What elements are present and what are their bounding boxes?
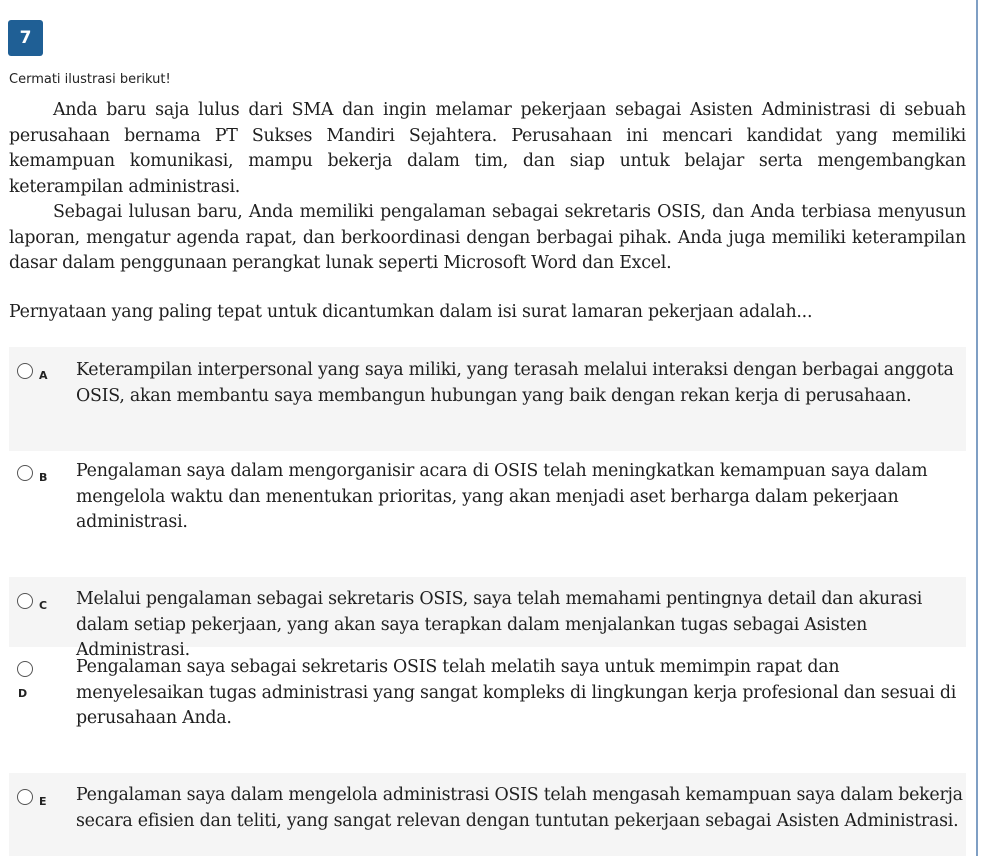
question-prompt: Pernyataan yang paling tepat untuk dicantumkan dalam isi surat lamaran pekerjaan adalah... [9,302,813,322]
right-border-line [976,0,978,856]
option-b[interactable] [9,451,966,577]
option-d-letter: D [18,687,28,700]
option-c-text: Melalui pengalaman sebagai sekretaris OSIS, saya telah memahami pentingnya detail dan akurasi dalam setiap pekerjaan, yang akan saya terapkan dalam menjalankan tugas sebagai Asisten Administrasi. [76,589,923,660]
question-number-badge: 7 [8,20,43,56]
option-b-radio[interactable] [17,465,33,481]
option-d-text: Pengalaman saya sebagai sekretaris OSIS telah melatih saya untuk memimpin rapat dan menyelesaikan tugas administrasi yang sangat kompleks di lingkungan kerja profesional dan sesuai di perusahaan Anda. [76,657,957,728]
stimulus-paragraph-1: Anda baru saja lulus dari SMA dan ingin melamar pekerjaan sebagai Asisten Administrasi di sebuah perusahaan bernama PT Sukses Mandiri Sejahtera. Perusahaan ini mencari kandidat yang memiliki kemampuan komunikasi, mampu bekerja dalam tim, dan siap untuk belajar serta mengembangkan keterampilan administrasi. [9,100,966,197]
option-e-radio[interactable] [17,789,33,805]
option-c[interactable] [9,577,966,660]
option-e-letter: E [39,795,47,808]
option-b-text: Pengalaman saya dalam mengorganisir acara di OSIS telah meningkatkan kemampuan saya dalam mengelola waktu dan menentukan prioritas, yang akan menjadi aset berharga dalam pekerjaan administrasi. [76,461,928,532]
stimulus-paragraph-2: Sebagai lulusan baru, Anda memiliki pengalaman sebagai sekretaris OSIS, dan Anda terbiasa menyusun laporan, mengatur agenda rapat, dan berkoordinasi dengan berbagai pihak. Anda juga memiliki keterampilan dasar dalam penggunaan perangkat lunak seperti Microsoft Word dan Excel. [9,202,966,273]
option-d[interactable] [9,647,966,773]
option-c-radio[interactable] [17,593,33,609]
option-e-text: Pengalaman saya dalam mengelola administrasi OSIS telah mengasah kemampuan saya dalam bekerja secara efisien dan teliti, yang sangat relevan dengan tuntutan pekerjaan sebagai Asisten Administrasi. [76,785,963,831]
option-c-letter: C [39,599,48,612]
option-a-letter: A [39,369,48,382]
option-d-radio[interactable] [17,661,33,677]
option-a-text: Keterampilan interpersonal yang saya miliki, yang terasah melalui interaksi dengan berbagai anggota OSIS, akan membantu saya membangun hubungan yang baik dengan rekan kerja di perusahaan. [76,360,954,406]
option-a-radio[interactable] [17,363,33,379]
option-a[interactable] [9,347,966,451]
stimulus-passage [9,98,966,277]
question-instruction: Cermati ilustrasi berikut! [9,72,171,87]
option-b-letter: B [39,471,48,484]
option-e[interactable] [9,773,966,856]
